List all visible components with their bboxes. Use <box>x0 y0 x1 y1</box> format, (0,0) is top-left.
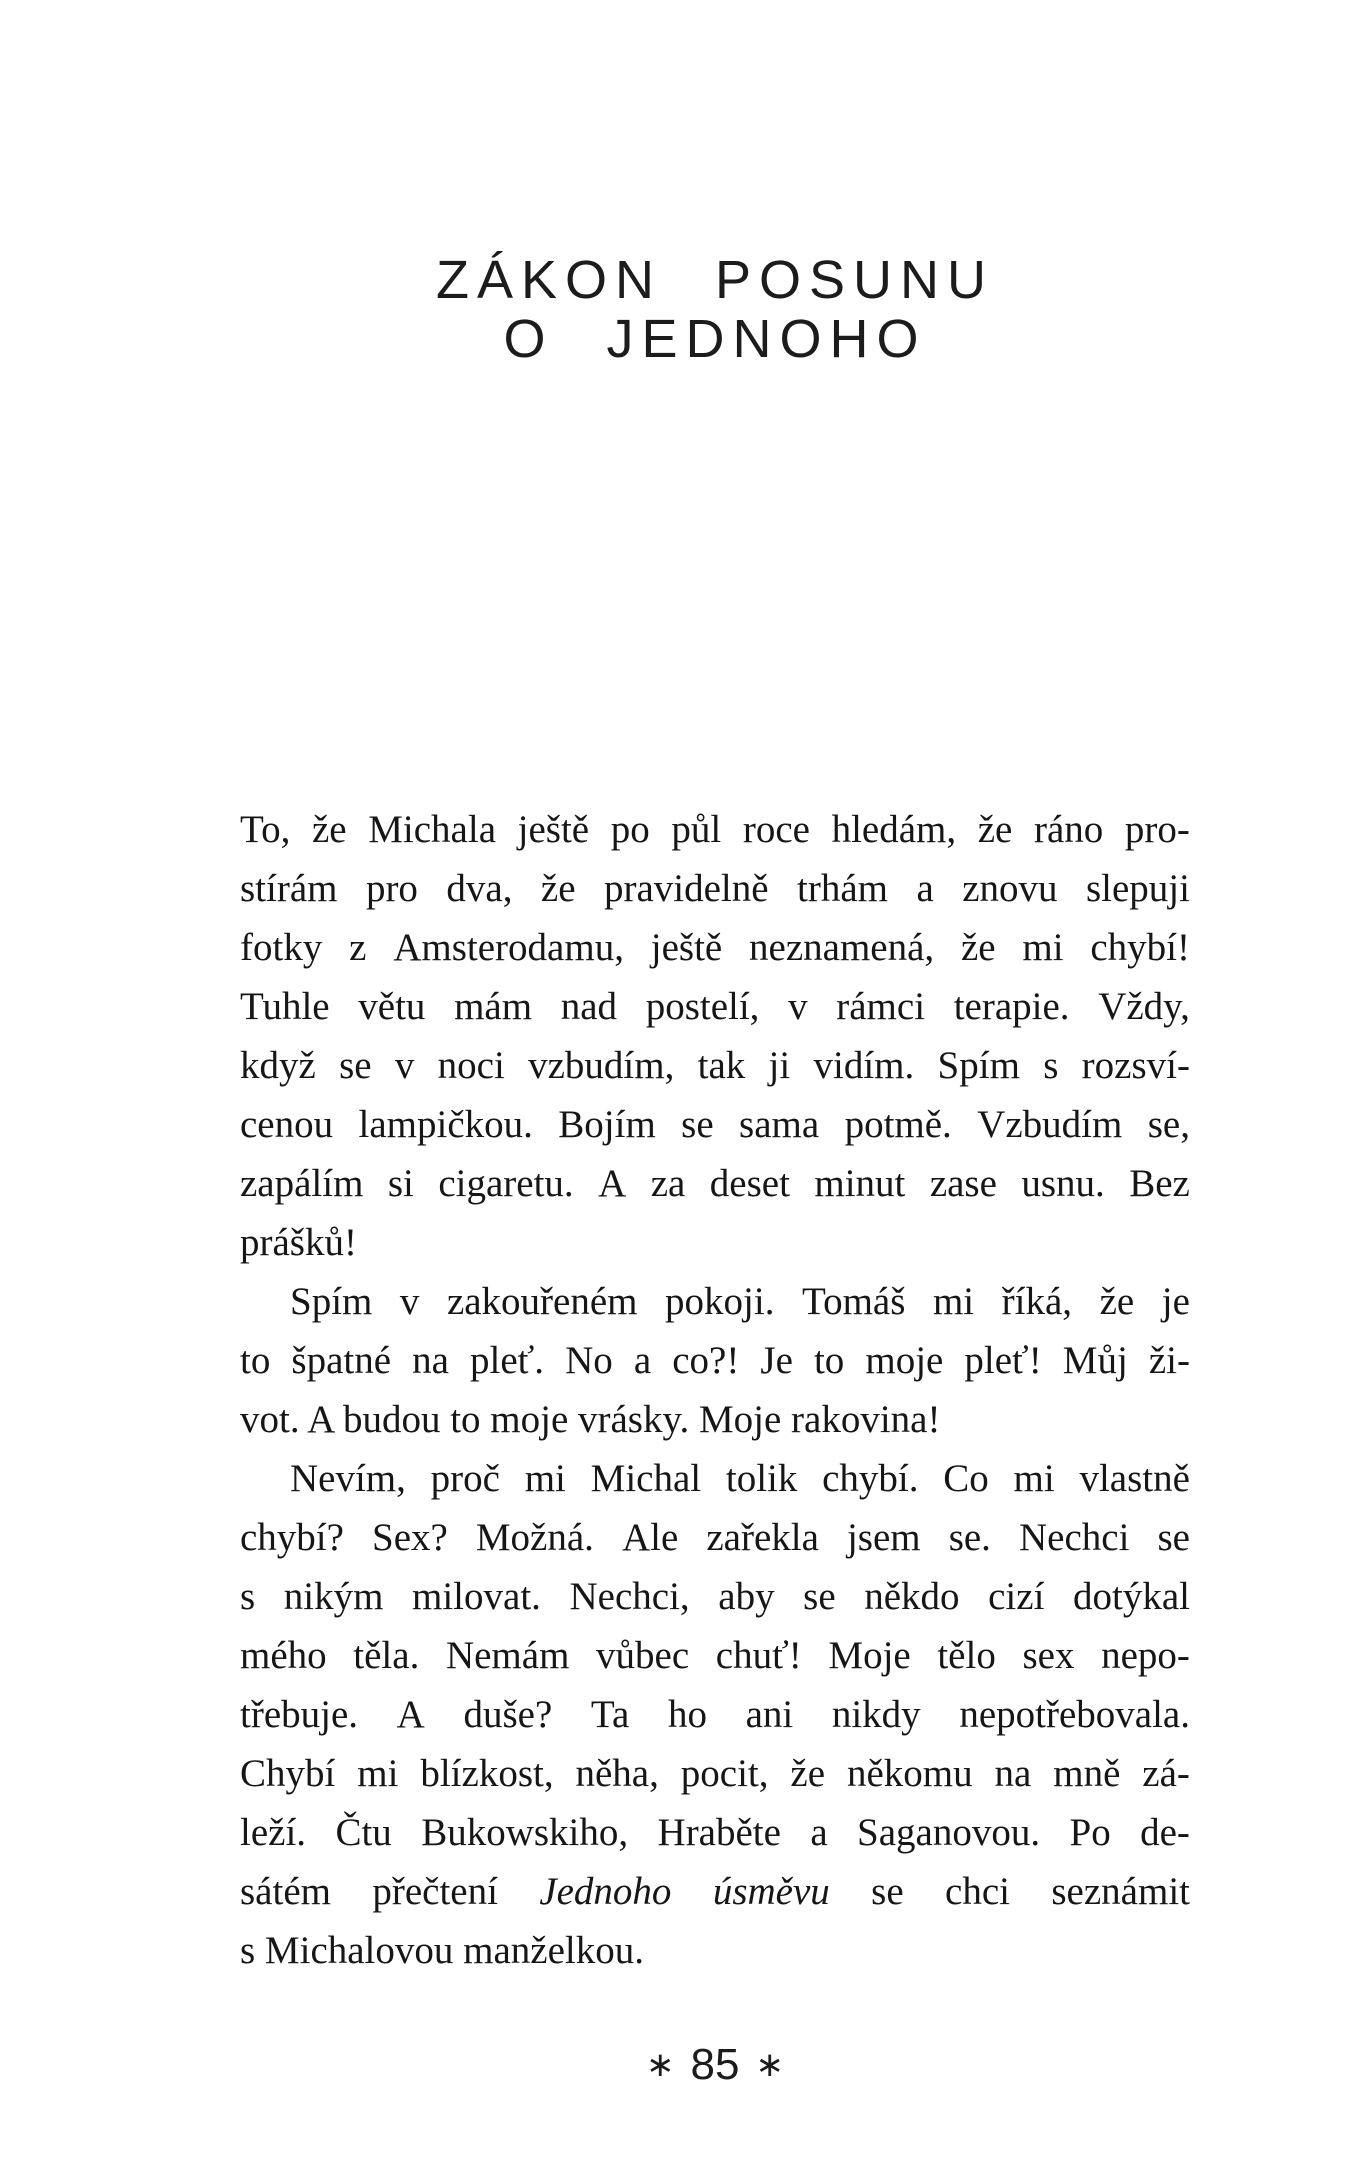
chapter-title-line-1: ZÁKON POSUNU <box>435 250 995 310</box>
text-line: s nikým milovat. Nechci, aby se někdo cizí dotýkal <box>240 1575 1190 1618</box>
footer-ornament-left: ∗ <box>646 2046 675 2084</box>
text-line: to špatné na pleť. No a co?! Je to moje pleť! Můj ži- <box>240 1339 1190 1382</box>
chapter-title-line-2: O JEDNOHO <box>503 309 927 369</box>
page-footer <box>240 2035 1190 2095</box>
text-line: fotky z Amsterodamu, ještě neznamená, že mi chybí! <box>240 926 1190 969</box>
text-line: mého těla. Nemám vůbec chuť! Moje tělo sex nepo- <box>240 1634 1190 1677</box>
text-line: cenou lampičkou. Bojím se sama potmě. Vzbudím se, <box>240 1103 1190 1146</box>
body-text <box>240 800 1190 1980</box>
text-line: Nevím, proč mi Michal tolik chybí. Co mi vlastně <box>290 1457 1190 1500</box>
text-line: sátém přečtení Jednoho úsměvu se chci seznámit <box>240 1862 1190 1921</box>
text-block <box>240 0 1190 2095</box>
text-line: leží. Čtu Bukowskiho, Hraběte a Saganovou. Po de- <box>240 1811 1190 1854</box>
text-line: třebuje. A duše? Ta ho ani nikdy nepotřebovala. <box>240 1693 1190 1736</box>
footer-ornament-right: ∗ <box>755 2046 784 2084</box>
text-line: Chybí mi blízkost, něha, pocit, že někomu na mně zá- <box>240 1752 1190 1795</box>
text-line: vot. A budou to moje vrásky. Moje rakovina! <box>240 1398 941 1441</box>
text-line: když se v noci vzbudím, tak ji vidím. Spím s rozsví- <box>240 1044 1190 1087</box>
footer-page-number: 85 <box>690 2040 740 2089</box>
text-line: chybí? Sex? Možná. Ale zařekla jsem se. Nechci se <box>240 1516 1190 1559</box>
text-line: s Michalovou manželkou. <box>240 1929 644 1972</box>
text-line: stírám pro dva, že pravidelně trhám a znovu slepuji <box>240 867 1190 910</box>
text-line: To, že Michala ještě po půl roce hledám, že ráno pro- <box>240 808 1190 851</box>
text-line: zapálím si cigaretu. A za deset minut zase usnu. Bez <box>240 1162 1190 1205</box>
text-line: Spím v zakouřeném pokoji. Tomáš mi říká, že je <box>290 1280 1190 1323</box>
italic-book-title: Jednoho <box>539 1870 672 1913</box>
text-line: prášků! <box>240 1221 357 1264</box>
chapter-title <box>240 0 1190 369</box>
text-line: Tuhle větu mám nad postelí, v rámci terapie. Vždy, <box>240 985 1190 1028</box>
italic-book-title: úsměvu <box>712 1870 830 1913</box>
